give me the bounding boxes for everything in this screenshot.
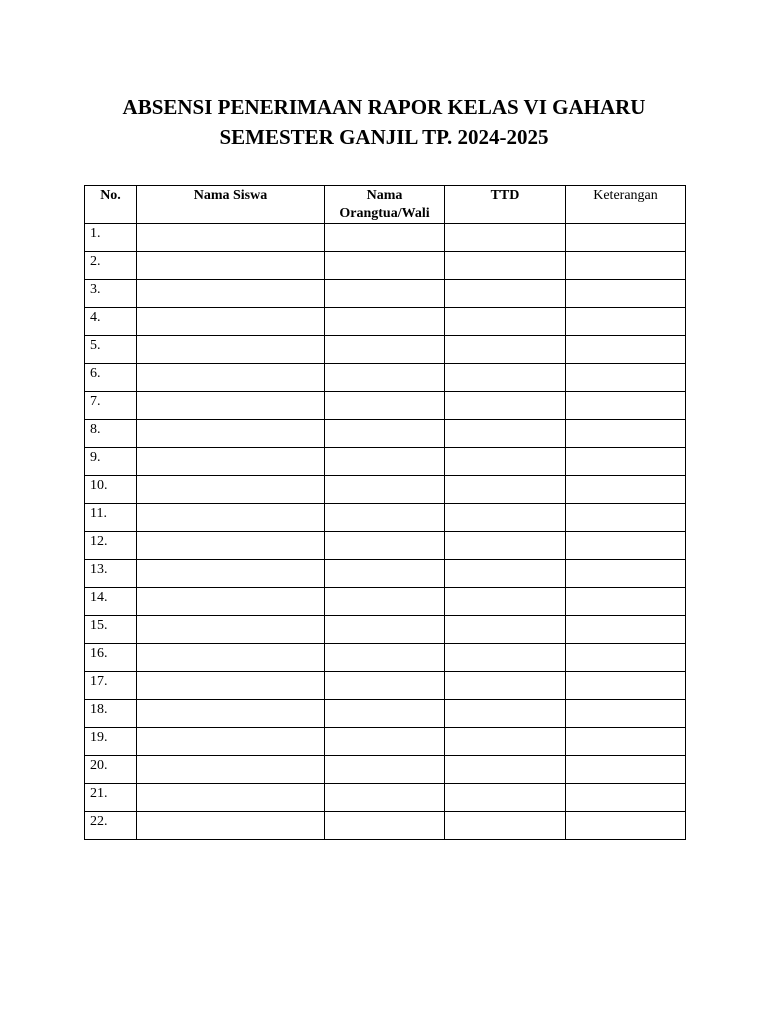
cell-nama-siswa — [137, 700, 325, 728]
table-row — [85, 588, 686, 616]
cell-nama-siswa — [137, 280, 325, 308]
cell-nama-wali — [325, 280, 445, 308]
cell-nama-siswa — [137, 784, 325, 812]
cell-no: 3. — [85, 280, 137, 308]
cell-no: 11. — [85, 504, 137, 532]
cell-nama-wali — [325, 728, 445, 756]
table-row — [85, 504, 686, 532]
cell-ttd — [445, 420, 566, 448]
cell-keterangan — [566, 476, 686, 504]
cell-nama-wali — [325, 812, 445, 840]
cell-nama-wali — [325, 476, 445, 504]
cell-no: 20. — [85, 756, 137, 784]
table-row — [85, 756, 686, 784]
cell-nama-wali — [325, 420, 445, 448]
cell-nama-wali — [325, 532, 445, 560]
cell-no: 7. — [85, 392, 137, 420]
table-row — [85, 672, 686, 700]
table-row — [85, 728, 686, 756]
cell-no: 14. — [85, 588, 137, 616]
cell-nama-siswa — [137, 812, 325, 840]
cell-ttd — [445, 532, 566, 560]
cell-no: 2. — [85, 252, 137, 280]
table-row — [85, 700, 686, 728]
table-body — [85, 224, 686, 840]
table-row — [85, 280, 686, 308]
cell-keterangan — [566, 280, 686, 308]
cell-nama-wali — [325, 504, 445, 532]
cell-keterangan — [566, 308, 686, 336]
table-row — [85, 784, 686, 812]
cell-nama-wali — [325, 756, 445, 784]
header-no: No. — [85, 186, 137, 224]
header-nama-wali: Nama Orangtua/Wali — [325, 186, 445, 224]
table-row — [85, 812, 686, 840]
cell-no: 19. — [85, 728, 137, 756]
cell-keterangan — [566, 560, 686, 588]
cell-nama-siswa — [137, 224, 325, 252]
cell-no: 16. — [85, 644, 137, 672]
table-row — [85, 644, 686, 672]
cell-no: 10. — [85, 476, 137, 504]
cell-nama-siswa — [137, 504, 325, 532]
cell-nama-siswa — [137, 560, 325, 588]
cell-keterangan — [566, 644, 686, 672]
table-row — [85, 560, 686, 588]
cell-nama-wali — [325, 700, 445, 728]
cell-keterangan — [566, 532, 686, 560]
header-ttd: TTD — [445, 186, 566, 224]
cell-ttd — [445, 364, 566, 392]
title-line-1: ABSENSI PENERIMAAN RAPOR KELAS VI GAHARU — [122, 95, 646, 119]
header-nama-siswa: Nama Siswa — [137, 186, 325, 224]
cell-keterangan — [566, 504, 686, 532]
cell-keterangan — [566, 812, 686, 840]
table-row — [85, 448, 686, 476]
cell-no: 12. — [85, 532, 137, 560]
cell-nama-siswa — [137, 252, 325, 280]
cell-no: 4. — [85, 308, 137, 336]
cell-no: 18. — [85, 700, 137, 728]
cell-nama-siswa — [137, 476, 325, 504]
cell-nama-siswa — [137, 308, 325, 336]
cell-keterangan — [566, 756, 686, 784]
cell-ttd — [445, 784, 566, 812]
cell-ttd — [445, 336, 566, 364]
cell-ttd — [445, 644, 566, 672]
cell-nama-wali — [325, 392, 445, 420]
cell-ttd — [445, 448, 566, 476]
cell-no: 15. — [85, 616, 137, 644]
cell-ttd — [445, 812, 566, 840]
cell-nama-wali — [325, 644, 445, 672]
table-row — [85, 532, 686, 560]
cell-keterangan — [566, 672, 686, 700]
cell-nama-wali — [325, 224, 445, 252]
cell-no: 8. — [85, 420, 137, 448]
cell-keterangan — [566, 588, 686, 616]
cell-nama-siswa — [137, 392, 325, 420]
table-header-row — [85, 186, 686, 224]
cell-ttd — [445, 308, 566, 336]
cell-nama-siswa — [137, 588, 325, 616]
cell-ttd — [445, 700, 566, 728]
cell-nama-wali — [325, 560, 445, 588]
cell-nama-wali — [325, 616, 445, 644]
header-keterangan: Keterangan — [566, 186, 686, 224]
cell-no: 1. — [85, 224, 137, 252]
cell-ttd — [445, 588, 566, 616]
cell-keterangan — [566, 420, 686, 448]
cell-nama-wali — [325, 336, 445, 364]
cell-ttd — [445, 616, 566, 644]
cell-nama-siswa — [137, 532, 325, 560]
table-row — [85, 392, 686, 420]
cell-keterangan — [566, 700, 686, 728]
cell-no: 6. — [85, 364, 137, 392]
table-row — [85, 420, 686, 448]
cell-keterangan — [566, 336, 686, 364]
cell-ttd — [445, 504, 566, 532]
cell-ttd — [445, 252, 566, 280]
cell-nama-siswa — [137, 364, 325, 392]
document-title — [0, 92, 768, 152]
cell-no: 21. — [85, 784, 137, 812]
table-row — [85, 336, 686, 364]
table-row — [85, 252, 686, 280]
cell-nama-siswa — [137, 420, 325, 448]
cell-no: 22. — [85, 812, 137, 840]
cell-ttd — [445, 756, 566, 784]
cell-nama-siswa — [137, 448, 325, 476]
cell-keterangan — [566, 364, 686, 392]
cell-nama-wali — [325, 784, 445, 812]
cell-nama-wali — [325, 672, 445, 700]
table-row — [85, 224, 686, 252]
table-row — [85, 364, 686, 392]
cell-nama-siswa — [137, 672, 325, 700]
cell-keterangan — [566, 448, 686, 476]
cell-keterangan — [566, 784, 686, 812]
cell-no: 13. — [85, 560, 137, 588]
cell-ttd — [445, 280, 566, 308]
cell-ttd — [445, 476, 566, 504]
cell-nama-siswa — [137, 336, 325, 364]
cell-keterangan — [566, 224, 686, 252]
cell-nama-siswa — [137, 728, 325, 756]
cell-no: 17. — [85, 672, 137, 700]
cell-keterangan — [566, 616, 686, 644]
attendance-table — [84, 185, 686, 840]
cell-nama-wali — [325, 364, 445, 392]
cell-no: 9. — [85, 448, 137, 476]
title-line-2: SEMESTER GANJIL TP. 2024-2025 — [219, 125, 549, 149]
cell-nama-wali — [325, 588, 445, 616]
cell-ttd — [445, 392, 566, 420]
cell-ttd — [445, 224, 566, 252]
cell-nama-siswa — [137, 756, 325, 784]
table-row — [85, 616, 686, 644]
cell-ttd — [445, 728, 566, 756]
cell-keterangan — [566, 252, 686, 280]
cell-nama-siswa — [137, 644, 325, 672]
cell-keterangan — [566, 392, 686, 420]
table-row — [85, 308, 686, 336]
cell-keterangan — [566, 728, 686, 756]
table-row — [85, 476, 686, 504]
cell-nama-siswa — [137, 616, 325, 644]
cell-nama-wali — [325, 252, 445, 280]
cell-ttd — [445, 560, 566, 588]
cell-nama-wali — [325, 308, 445, 336]
cell-no: 5. — [85, 336, 137, 364]
cell-ttd — [445, 672, 566, 700]
cell-nama-wali — [325, 448, 445, 476]
